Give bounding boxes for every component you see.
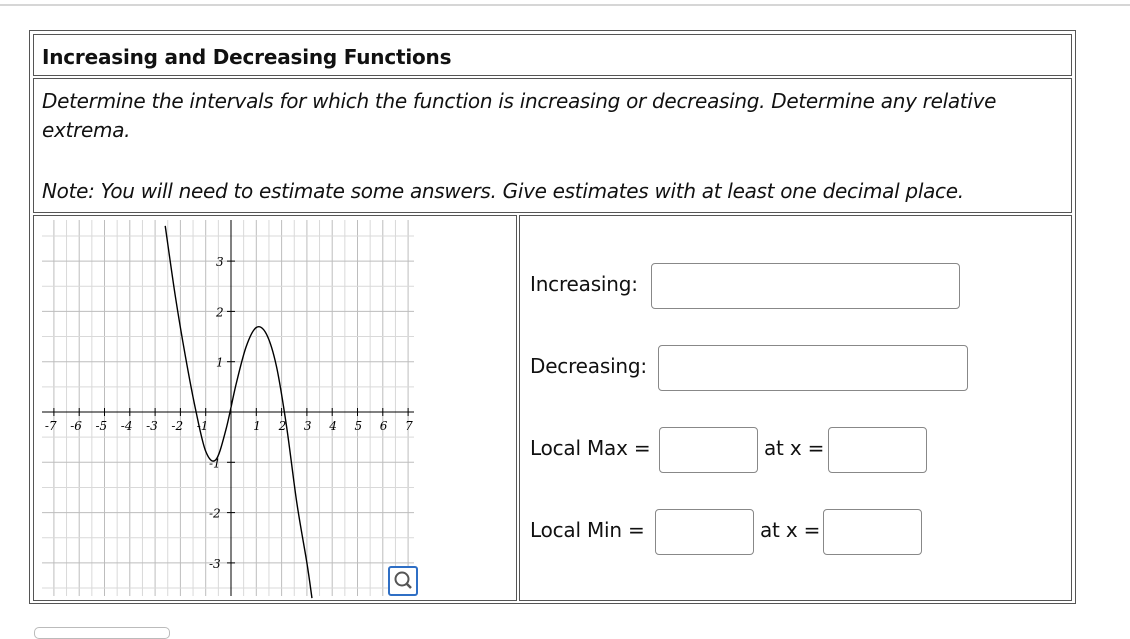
instructions-cell <box>33 78 1072 213</box>
problem-title: Increasing and Decreasing Functions <box>42 45 452 69</box>
y-tick-label: -1 <box>209 456 221 471</box>
local-min-input[interactable] <box>655 509 754 555</box>
decreasing-input[interactable] <box>658 345 968 391</box>
x-tick-label: -7 <box>44 419 57 433</box>
x-tick-label: -5 <box>95 419 108 433</box>
local-min-label: Local Min = <box>530 518 645 542</box>
x-tick-label: -1 <box>196 419 209 433</box>
x-tick-label: 6 <box>379 419 388 433</box>
x-tick-label: -2 <box>171 419 184 433</box>
local-min-x-input[interactable] <box>823 509 922 555</box>
graph-axes <box>42 220 414 596</box>
instructions-text: Determine the intervals for which the function is increasing or decreasing. Determine any relative extrema. <box>42 89 997 142</box>
local-max-label: Local Max = <box>530 436 651 460</box>
x-tick-label: 2 <box>278 419 287 433</box>
local-min-at-label: at x = <box>760 518 821 542</box>
bottom-button-edge[interactable] <box>34 627 170 639</box>
note-text: Note: You will need to estimate some answers. Give estimates with at least one decimal place. <box>42 179 964 203</box>
top-divider <box>0 4 1130 6</box>
y-tick-label: 1 <box>216 355 224 370</box>
y-tick-label: 3 <box>216 255 224 270</box>
magnifier-icon[interactable] <box>388 566 418 596</box>
y-tick-label: 2 <box>216 305 224 320</box>
increasing-input[interactable] <box>651 263 960 309</box>
x-tick-label: 3 <box>303 419 312 433</box>
local-max-x-input[interactable] <box>828 427 927 473</box>
local-max-at-label: at x = <box>764 436 825 460</box>
function-graph <box>34 216 516 600</box>
y-tick-label: -3 <box>209 556 221 571</box>
x-tick-label: -3 <box>146 419 158 433</box>
increasing-label: Increasing: <box>530 272 638 296</box>
x-tick-label: 1 <box>253 419 261 433</box>
answer-cell <box>519 215 1072 601</box>
x-tick-label: 7 <box>405 419 413 433</box>
x-tick-label: 5 <box>354 419 363 433</box>
y-tick-label: -2 <box>209 506 221 521</box>
x-tick-label: -4 <box>120 419 133 433</box>
local-max-input[interactable] <box>659 427 758 473</box>
decreasing-label: Decreasing: <box>530 354 647 378</box>
x-tick-label: -6 <box>70 419 82 433</box>
title-cell <box>33 34 1072 76</box>
graph-cell <box>33 215 517 601</box>
problem-table <box>29 30 1076 604</box>
graph-grid <box>42 220 414 596</box>
x-tick-label: 4 <box>329 419 337 433</box>
